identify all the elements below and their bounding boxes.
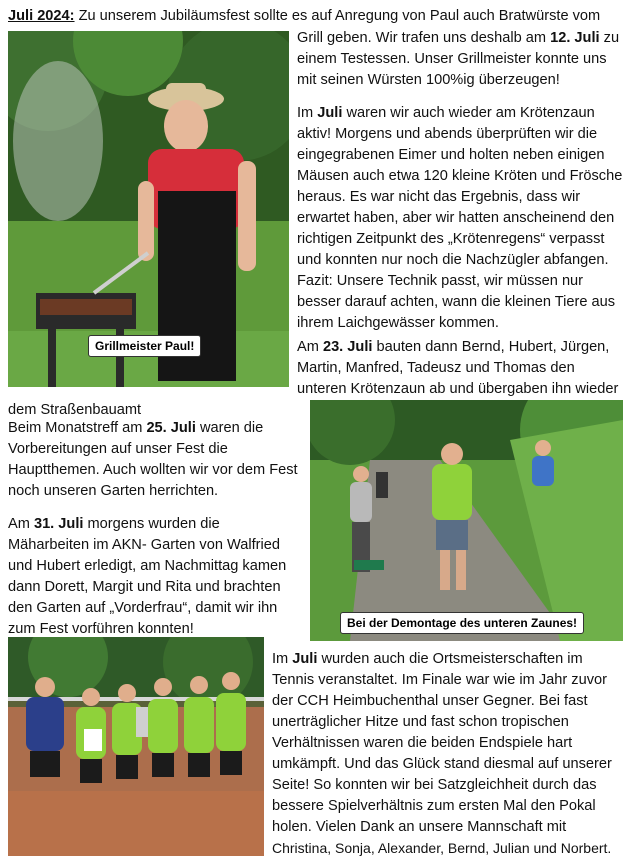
- intro-line-4: mit seinen Würsten 100%ig überzeugen!: [297, 72, 560, 88]
- intro-line-3: einem Testessen. Unser Grillmeister konnte uns: [297, 51, 607, 67]
- grill-photo-caption: Grillmeister Paul!: [88, 335, 201, 357]
- tennis-team-photo: [8, 637, 264, 856]
- intro-line-2: Grill geben. Wir trafen uns deshalb am 12. Juli zu: [297, 30, 620, 46]
- demontage-photo: [310, 400, 623, 641]
- intro-line-1: Juli 2024: Zu unserem Jubiläumsfest sollte es auf Anregung von Paul auch Bratwürste vom: [8, 8, 601, 24]
- demontage-photo-caption: Bei der Demontage des unteren Zaunes!: [340, 612, 584, 634]
- grill-photo: [8, 31, 289, 387]
- date-label: Juli 2024:: [8, 8, 75, 24]
